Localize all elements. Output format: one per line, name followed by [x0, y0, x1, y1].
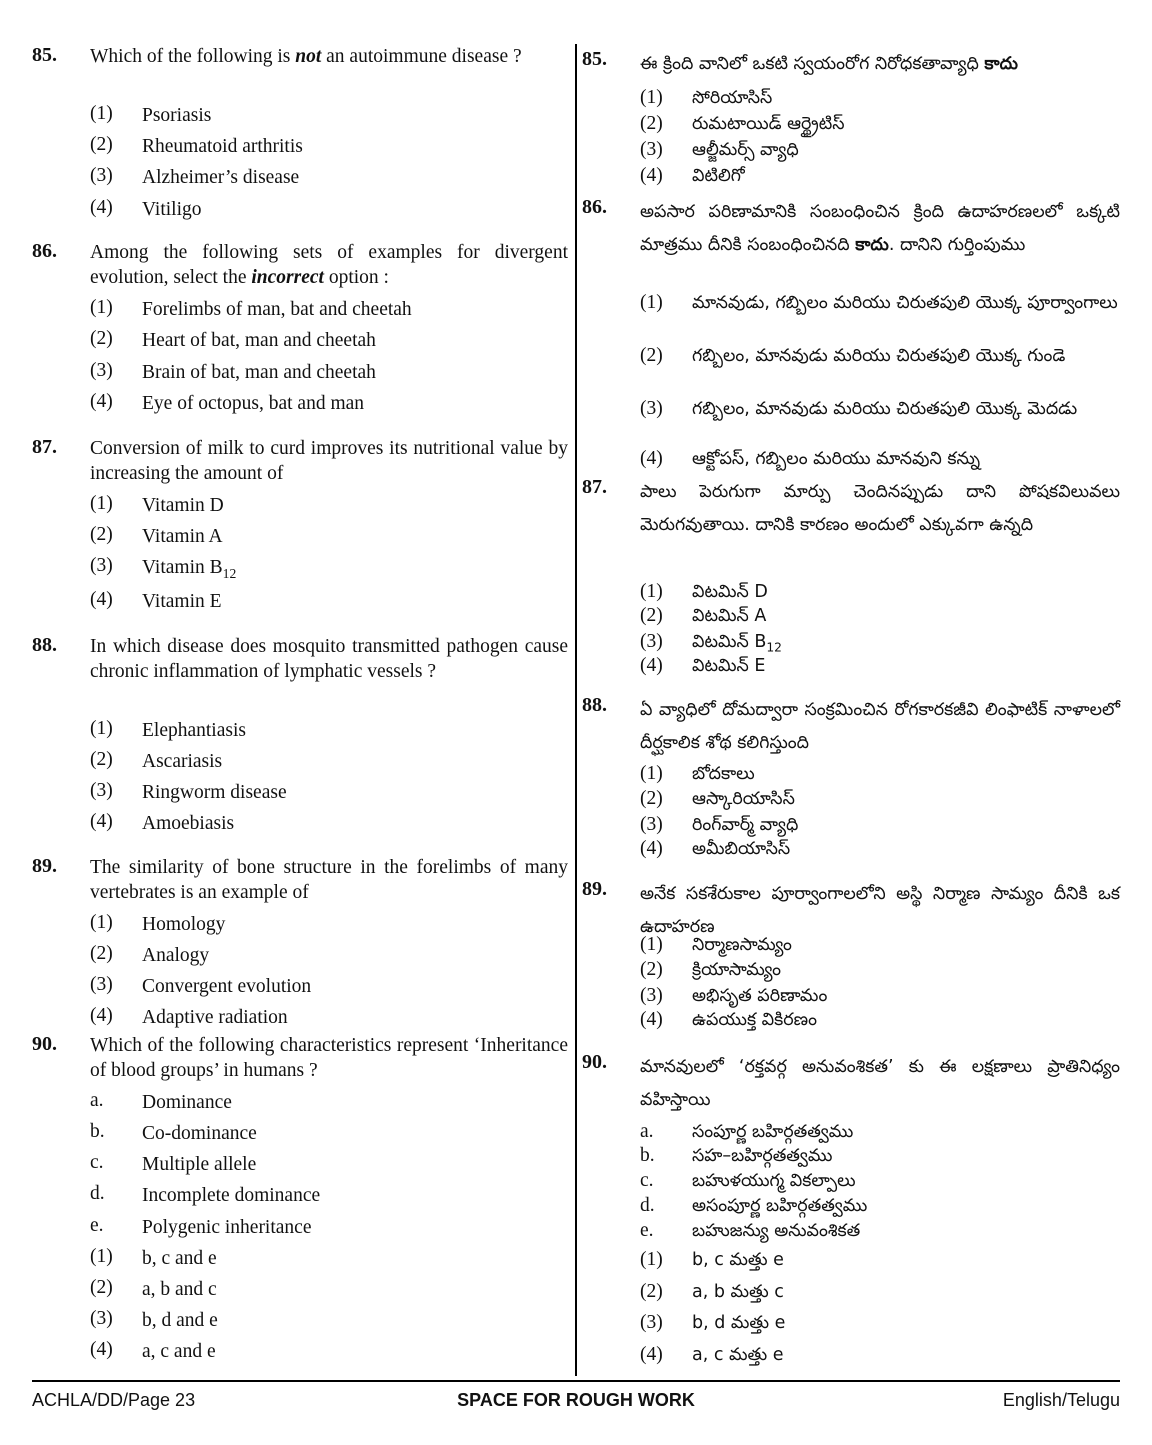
question-number: 89. — [582, 878, 607, 900]
option-label: (1) — [640, 87, 663, 108]
option-text: Amoebiasis — [142, 813, 235, 834]
option-text: a, c and e — [142, 1341, 216, 1362]
option-label: (1) — [640, 1249, 663, 1270]
question-text — [90, 240, 568, 290]
question-text — [640, 476, 1120, 542]
question-number: 85. — [582, 48, 607, 70]
question-text — [640, 1051, 1120, 1117]
option-label: (3) — [640, 398, 663, 419]
option-label: (4) — [90, 197, 113, 218]
question-text — [90, 436, 568, 486]
option-label: (1) — [90, 493, 113, 514]
question-number: 85. — [32, 44, 57, 66]
option-text: Vitamin D — [142, 495, 224, 516]
option-text: Psoriasis — [142, 105, 212, 126]
option-text: Multiple allele — [142, 1154, 257, 1175]
option-text: క్రియాసామ్యం — [692, 960, 782, 980]
option-label: (4) — [90, 1339, 113, 1360]
question-text-part: In which disease does mosquito transmitted pathogen cause chronic inflammation of lymphatic vessels ? — [90, 636, 568, 682]
option-label: (2) — [640, 605, 663, 626]
option-label: (3) — [640, 139, 663, 160]
question-text-part: option : — [323, 267, 389, 288]
question-text — [90, 634, 568, 684]
option-text: విటమిన్ E — [692, 656, 766, 676]
option-label: (1) — [640, 292, 663, 313]
option-label: (3) — [90, 165, 113, 186]
option-label: (4) — [640, 448, 663, 469]
option-text: ఉపయుక్త వికిరణం — [692, 1010, 817, 1030]
option-label: (4) — [640, 838, 663, 859]
option-label: e. — [90, 1215, 104, 1236]
question-text — [640, 48, 1120, 81]
question-text — [90, 44, 568, 69]
question-text-part: an autoimmune disease ? — [321, 46, 522, 67]
option-text: Brain of bat, man and cheetah — [142, 362, 376, 383]
option-text: సోరియాసిస్ — [692, 88, 773, 108]
option-label: (2) — [90, 1277, 113, 1298]
option-label: (2) — [640, 959, 663, 980]
question-text-part: Which of the following is — [90, 46, 296, 67]
option-text: Vitiligo — [142, 199, 202, 220]
option-text: రింగ్‌వార్మ్ వ్యాధి — [692, 815, 799, 835]
option-label: (1) — [640, 934, 663, 955]
option-text: Incomplete dominance — [142, 1185, 321, 1206]
option-text: సహ–బహిర్గతత్వము — [692, 1146, 833, 1166]
option-label: (3) — [90, 1308, 113, 1329]
option-label: (2) — [640, 113, 663, 134]
emphasis-word: కాదు — [984, 54, 1018, 74]
option-text: Alzheimer’s disease — [142, 167, 300, 188]
option-label: (2) — [640, 1281, 663, 1302]
option-label: (3) — [90, 360, 113, 381]
question-number: 87. — [32, 436, 57, 458]
question-text — [640, 196, 1120, 262]
option-text: అమీబియాసిస్ — [692, 839, 791, 859]
option-text: Polygenic inheritance — [142, 1217, 312, 1238]
rough-work-label: SPACE FOR ROUGH WORK — [457, 1390, 695, 1410]
option-text: Vitamin E — [142, 591, 222, 612]
option-text: Convergent evolution — [142, 976, 312, 997]
option-label: e. — [640, 1220, 654, 1241]
question-text-part: అనేక సకశేరుకాల పూర్వాంగాలలోని అస్థి నిర్మాణ సామ్యం దీనికి ఒక ఉదాహరణ — [640, 884, 1120, 937]
option-text: ఆల్జీమర్స్ వ్యాధి — [692, 140, 799, 160]
option-text: b, c మత్తు e — [692, 1250, 784, 1270]
option-text: Homology — [142, 914, 226, 935]
emphasis-word: not — [295, 46, 322, 67]
option-label: (3) — [90, 974, 113, 995]
option-label: d. — [640, 1195, 655, 1216]
option-label: a. — [90, 1090, 104, 1111]
question-text-part: Conversion of milk to curd improves its nutritional value by increasing the amount of — [90, 438, 568, 484]
option-text: a, b and c — [142, 1279, 217, 1300]
question-text-part: . దానిని గుర్తింపుము — [888, 235, 1026, 255]
option-text: విటమిన్ A — [692, 606, 767, 626]
question-text — [90, 1033, 568, 1083]
option-text: బోదకాలు — [692, 764, 755, 784]
option-text: Analogy — [142, 945, 210, 966]
question-number: 86. — [582, 196, 607, 218]
option-label: b. — [640, 1145, 655, 1166]
option-label: (2) — [640, 345, 663, 366]
question-text-part: ఈ క్రింది వానిలో ఒకటి స్వయంరోగ నిరోధకతావ్యాధి — [640, 54, 985, 74]
option-text: Ascariasis — [142, 751, 223, 772]
option-text: విటిలిగో — [692, 166, 745, 186]
option-text: Eye of octopus, bat and man — [142, 393, 365, 414]
option-label: (1) — [90, 297, 113, 318]
option-label: d. — [90, 1183, 105, 1204]
option-label: b. — [90, 1121, 105, 1142]
option-text: విటమిన్ D — [692, 582, 768, 602]
option-text: Rheumatoid arthritis — [142, 136, 303, 157]
question-text-part: మానవులలో ‘రక్తవర్గ అనువంశికత’ కు ఈ లక్షణాలు ప్రాతినిధ్యం వహిస్తాయి — [640, 1057, 1120, 1110]
option-label: (2) — [90, 524, 113, 545]
question-number: 86. — [32, 240, 57, 262]
option-text: ఆక్టోపస్, గబ్బిలం మరియు మానవుని కన్ను — [692, 449, 981, 469]
option-text: Vitamin $B_{12}$ — [142, 557, 237, 581]
question-text-part: ఏ వ్యాధిలో దోమద్వారా సంక్రమించిన రోగకారకజీవి లింఫాటిక్ నాళాలలో దీర్ఘకాలిక శోథ కలిగిస్తుంది — [640, 700, 1120, 753]
option-label: c. — [90, 1152, 104, 1173]
option-label: (1) — [640, 763, 663, 784]
option-label: (4) — [90, 811, 113, 832]
option-label: (3) — [640, 1312, 663, 1333]
option-text: Adaptive radiation — [142, 1007, 288, 1028]
option-text: ఆస్కారియాసిస్ — [692, 789, 795, 809]
emphasis-word: కాదు — [855, 235, 889, 255]
question-number: 90. — [582, 1051, 607, 1073]
option-label: (3) — [90, 555, 113, 576]
option-label: (4) — [640, 655, 663, 676]
option-label: (2) — [90, 749, 113, 770]
option-label: (1) — [90, 1246, 113, 1267]
option-text: సంపూర్ణ బహిర్గతత్వము — [692, 1122, 854, 1142]
option-text: b, d మత్తు e — [692, 1313, 786, 1333]
option-label: (4) — [640, 1344, 663, 1365]
question-number: 88. — [582, 694, 607, 716]
question-number: 88. — [32, 634, 57, 656]
option-text: Co-dominance — [142, 1123, 257, 1144]
option-text: Dominance — [142, 1092, 232, 1113]
option-text: బహుజన్యు అనువంశికత — [692, 1221, 861, 1241]
question-number: 89. — [32, 855, 57, 877]
option-label: (4) — [640, 1009, 663, 1030]
page-code: ACHLA/DD/Page 23 — [32, 1390, 196, 1410]
option-text: Elephantiasis — [142, 720, 246, 741]
question-text — [90, 855, 568, 905]
option-label: (4) — [90, 391, 113, 412]
option-label: (2) — [90, 134, 113, 155]
option-text: రుమటాయిడ్ ఆర్థ్రైటిస్ — [692, 114, 845, 134]
option-text: b, c and e — [142, 1248, 217, 1269]
question-text-part: The similarity of bone structure in the forelimbs of many vertebrates is an example of — [90, 857, 568, 903]
option-label: (1) — [90, 912, 113, 933]
footer-rule — [32, 1380, 1120, 1382]
option-text: Forelimbs of man, bat and cheetah — [142, 299, 412, 320]
option-label: a. — [640, 1121, 654, 1142]
option-label: (3) — [640, 814, 663, 835]
option-label: c. — [640, 1170, 654, 1191]
option-text: అభిసృత పరిణామం — [692, 986, 828, 1006]
option-text: Ringworm disease — [142, 782, 287, 803]
option-text: a, c మత్తు e — [692, 1345, 784, 1365]
option-label: (4) — [90, 1005, 113, 1026]
option-label: (1) — [640, 581, 663, 602]
option-text: b, d and e — [142, 1310, 218, 1331]
language-label: English/Telugu — [1002, 1390, 1120, 1410]
emphasis-word: incorrect — [251, 267, 324, 288]
question-text-part: పాలు పెరుగుగా మార్పు చెందినప్పుడు దాని పోషకవిలువలు మెరుగవుతాయి. దానికి కారణం అందులో ఎక్కువగా ఉన్నది — [640, 482, 1120, 535]
option-label: (3) — [640, 985, 663, 1006]
option-text: విటమిన్ $B_{12}$ — [692, 632, 782, 655]
question-number: 87. — [582, 476, 607, 498]
question-text-part: Among the following sets of examples for divergent evolution, select the — [90, 242, 568, 288]
column-divider — [575, 44, 577, 1376]
question-text-part: అపసార పరిణామానికి సంబంధించిన క్రింది ఉదాహరణలలో ఒక్కటి మాత్రము దీనికి సంబంధించినది — [640, 202, 1120, 255]
option-text: గబ్బిలం, మానవుడు మరియు చిరుతపులి యొక్క మెదడు — [692, 399, 1078, 419]
option-text: మానవుడు, గబ్బిలం మరియు చిరుతపులి యొక్క పూర్వాంగాలు — [692, 293, 1118, 313]
option-label: (2) — [640, 788, 663, 809]
option-text: a, b మత్తు c — [692, 1282, 784, 1302]
option-text: బహుళయుగ్మ వికల్పాలు — [692, 1171, 856, 1191]
option-text: Vitamin A — [142, 526, 223, 547]
option-text: అసంపూర్ణ బహిర్గతత్వము — [692, 1196, 868, 1216]
option-text: Heart of bat, man and cheetah — [142, 330, 376, 351]
option-label: (2) — [90, 328, 113, 349]
option-label: (2) — [90, 943, 113, 964]
option-text: గబ్బిలం, మానవుడు మరియు చిరుతపులి యొక్క గుండె — [692, 346, 1066, 366]
question-text-part: Which of the following characteristics represent ‘Inheritance of blood groups’ in humans ? — [90, 1035, 568, 1081]
option-label: (3) — [90, 780, 113, 801]
option-label: (4) — [640, 165, 663, 186]
question-number: 90. — [32, 1033, 57, 1055]
question-text — [640, 694, 1120, 760]
option-label: (1) — [90, 103, 113, 124]
option-label: (1) — [90, 718, 113, 739]
option-label: (4) — [90, 589, 113, 610]
option-text: నిర్మాణసామ్యం — [692, 935, 792, 955]
option-label: (3) — [640, 631, 663, 652]
